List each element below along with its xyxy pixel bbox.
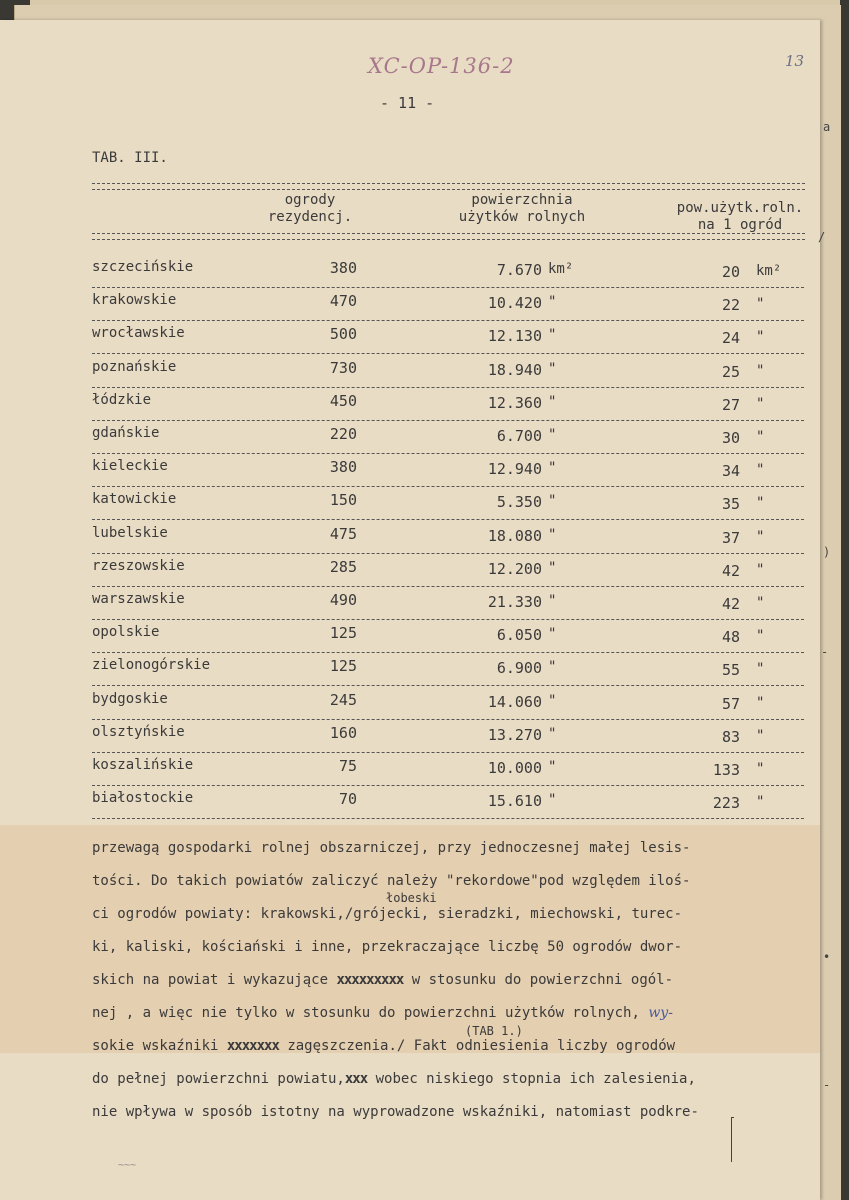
ratio-unit: " <box>756 329 765 346</box>
text-line <box>92 1071 696 1087</box>
text-line: ki, kaliski, kościański i inne, przekraczające liczbę 50 ogrodów dwor- <box>92 939 683 955</box>
region-name: opolskie <box>92 624 160 641</box>
agricultural-area: 15.610 <box>487 792 542 811</box>
area-per-garden: 55 <box>721 661 740 680</box>
table-row <box>92 355 804 388</box>
ratio-unit: km² <box>756 263 782 279</box>
agricultural-area: 12.130 <box>487 327 542 346</box>
area-unit: " <box>548 725 557 742</box>
garden-count: 285 <box>329 557 357 576</box>
text-segment: w stosunku do powierzchni ogól- <box>411 972 674 988</box>
agricultural-area: 14.060 <box>487 692 542 711</box>
inserted-word: łobeski <box>386 891 437 905</box>
table-row <box>92 687 804 720</box>
handwritten-insert: wy- <box>648 1005 673 1021</box>
area-per-garden: 42 <box>721 595 740 613</box>
text-segment: skich na powiat i wykazujące <box>92 972 329 988</box>
text-segment: sokie wskaźniki <box>92 1038 219 1054</box>
text-line <box>92 972 673 988</box>
region-name: wrocławskie <box>92 325 185 342</box>
region-name: szczecińskie <box>92 259 194 275</box>
region-name: bydgoskie <box>92 690 168 707</box>
header-line: pow.użytk.roln. <box>676 200 804 216</box>
header-line: na 1 ogród <box>697 217 783 233</box>
area-per-garden: 37 <box>721 528 740 547</box>
ratio-unit: " <box>756 429 765 445</box>
region-name: lubelskie <box>92 524 168 541</box>
text-line: przewagą gospodarki rolnej obszarniczej, przy jednoczesnej małej lesis- <box>92 840 691 856</box>
area-per-garden: 223 <box>712 794 740 813</box>
region-name: zielonogórskie <box>92 657 211 674</box>
region-name: olsztyńskie <box>92 723 185 740</box>
area-per-garden: 34 <box>721 462 740 481</box>
agricultural-area: 12.360 <box>487 393 542 412</box>
ratio-unit: " <box>756 628 765 645</box>
header-line: użytków rolnych <box>458 209 586 225</box>
agricultural-area: 18.080 <box>487 526 542 545</box>
header-ratio <box>660 200 820 234</box>
text-segment: nej , a więc nie tylko w stosunku do powierzchni użytków rolnych, <box>92 1005 640 1021</box>
text-line <box>92 906 682 922</box>
agricultural-area: 10.420 <box>487 294 542 313</box>
table-row <box>92 288 804 321</box>
area-per-garden: 30 <box>721 429 740 447</box>
page-number: - 11 - <box>380 94 435 112</box>
struck-text: xxxxxxxxx <box>336 972 404 988</box>
ratio-unit: " <box>756 362 765 379</box>
garden-count: 475 <box>329 524 357 543</box>
table-row <box>92 786 804 819</box>
region-name: kieleckie <box>92 458 168 475</box>
area-unit: " <box>548 294 557 311</box>
header-line: powierzchnia <box>471 192 573 208</box>
ratio-unit: " <box>756 694 765 711</box>
table-row <box>92 521 804 554</box>
smudge-mark: ~~~ <box>118 1160 137 1171</box>
area-per-garden: 20 <box>721 263 740 281</box>
region-name: katowickie <box>92 491 177 508</box>
margin-mark: - <box>823 1078 831 1092</box>
ratio-unit: " <box>756 561 765 578</box>
table-row <box>92 421 804 454</box>
agricultural-area: 6.050 <box>496 626 542 645</box>
garden-count: 160 <box>329 723 357 742</box>
table-row <box>92 620 804 653</box>
text-segment: ci ogrodów powiaty: krakowski, <box>92 906 345 922</box>
agricultural-area: 5.350 <box>496 493 542 512</box>
header-area <box>432 192 612 226</box>
area-unit: " <box>548 593 557 609</box>
text-line: tości. Do takich powiatów zaliczyć należy "rekordowe"pod względem iloś- <box>92 873 691 889</box>
text-segment: /grójecki, sieradzki, miechowski, turec- <box>344 906 683 922</box>
region-name: warszawskie <box>92 591 185 607</box>
area-per-garden: 25 <box>721 362 740 381</box>
table-header-rule <box>92 233 805 240</box>
area-unit: " <box>548 792 557 809</box>
handwritten-page-number: 13 <box>785 52 805 70</box>
region-name: poznańskie <box>92 358 177 375</box>
agricultural-area: 18.940 <box>487 360 542 379</box>
garden-count: 450 <box>329 391 357 410</box>
area-per-garden: 42 <box>721 561 740 580</box>
region-name: białostockie <box>92 790 194 807</box>
inserted-reference: (TAB 1.) <box>465 1024 523 1038</box>
area-unit: " <box>548 626 557 643</box>
area-unit: " <box>548 692 557 709</box>
margin-mark: / <box>818 230 826 244</box>
struck-text: xxx <box>344 1071 368 1087</box>
ratio-unit: " <box>756 794 765 811</box>
ratio-unit: " <box>756 661 765 678</box>
table-row <box>92 753 804 786</box>
ratio-unit: " <box>756 528 765 545</box>
text-segment: do pełnej powierzchni powiatu, <box>92 1071 345 1087</box>
region-name: krakowskie <box>92 292 177 309</box>
garden-count: 380 <box>329 259 357 277</box>
struck-text: xxxxxxx <box>226 1038 279 1054</box>
region-name: rzeszowskie <box>92 557 185 574</box>
text-segment: zagęszczenia./ Fakt odniesienia liczby ogrodów <box>287 1038 676 1054</box>
garden-count: 125 <box>329 624 357 643</box>
table-row <box>92 587 804 620</box>
garden-count: 730 <box>329 358 357 377</box>
garden-count: 380 <box>329 458 357 477</box>
area-unit: " <box>548 393 557 410</box>
area-unit: " <box>548 360 557 377</box>
table-label: TAB. III. <box>92 150 168 166</box>
garden-count: 75 <box>338 757 357 775</box>
table-row <box>92 321 804 354</box>
table-row <box>92 487 804 520</box>
header-line: rezydencj. <box>267 209 353 225</box>
text-line <box>92 1038 675 1054</box>
garden-count: 245 <box>329 690 357 709</box>
text-segment: wobec niskiego stopnia ich zalesienia, <box>375 1071 696 1087</box>
text-line <box>92 1005 673 1021</box>
margin-mark: a <box>823 120 831 134</box>
area-unit: km² <box>548 261 574 277</box>
area-per-garden: 83 <box>721 727 740 746</box>
area-per-garden: 48 <box>721 628 740 647</box>
area-per-garden: 57 <box>721 694 740 713</box>
region-name: koszalińskie <box>92 757 194 773</box>
agricultural-area: 21.330 <box>487 593 542 611</box>
ratio-unit: " <box>756 462 765 479</box>
handwritten-reference: XC-OP-136-2 <box>368 54 515 78</box>
garden-count: 125 <box>329 657 357 676</box>
area-per-garden: 22 <box>721 296 740 315</box>
ratio-unit: " <box>756 761 765 777</box>
row-divider <box>92 818 804 819</box>
document-page <box>0 20 820 1200</box>
agricultural-area: 7.670 <box>496 261 542 279</box>
garden-count: 490 <box>329 591 357 609</box>
garden-count: 470 <box>329 292 357 311</box>
area-per-garden: 133 <box>712 761 740 779</box>
table-row <box>92 554 804 587</box>
header-gardens <box>255 192 365 226</box>
area-unit: " <box>548 759 557 775</box>
area-unit: " <box>548 493 557 510</box>
margin-mark: • <box>823 950 831 964</box>
garden-count: 220 <box>329 425 357 443</box>
table-row <box>92 720 804 753</box>
area-per-garden: 24 <box>721 329 740 348</box>
area-unit: " <box>548 659 557 676</box>
text-line: nie wpływa w sposób istotny na wyprowadzone wskaźniki, natomiast podkre- <box>92 1104 699 1120</box>
area-unit: " <box>548 427 557 443</box>
ratio-unit: " <box>756 296 765 313</box>
agricultural-area: 13.270 <box>487 725 542 744</box>
garden-count: 70 <box>338 790 357 809</box>
agricultural-area: 12.940 <box>487 460 542 479</box>
table-top-rule <box>92 183 805 190</box>
garden-count: 500 <box>329 325 357 344</box>
agricultural-area: 6.900 <box>496 659 542 678</box>
header-line: ogrody <box>284 192 336 208</box>
table-row <box>92 255 804 288</box>
area-per-garden: 35 <box>721 495 740 514</box>
area-unit: " <box>548 526 557 543</box>
area-unit: " <box>548 327 557 344</box>
agricultural-area: 10.000 <box>487 759 542 777</box>
margin-mark: - <box>821 645 829 659</box>
region-name: gdańskie <box>92 425 160 441</box>
agricultural-area: 6.700 <box>496 427 542 445</box>
margin-bracket <box>731 1117 734 1162</box>
area-per-garden: 27 <box>721 395 740 414</box>
ratio-unit: " <box>756 495 765 512</box>
ratio-unit: " <box>756 727 765 744</box>
ratio-unit: " <box>756 395 765 412</box>
area-unit: " <box>548 559 557 576</box>
area-unit: " <box>548 460 557 477</box>
margin-mark: ) <box>823 545 831 559</box>
table-row <box>92 454 804 487</box>
region-name: łódzkie <box>92 391 152 408</box>
ratio-unit: " <box>756 595 765 611</box>
table-row <box>92 653 804 686</box>
garden-count: 150 <box>329 491 357 510</box>
table-row <box>92 388 804 421</box>
agricultural-area: 12.200 <box>487 559 542 578</box>
